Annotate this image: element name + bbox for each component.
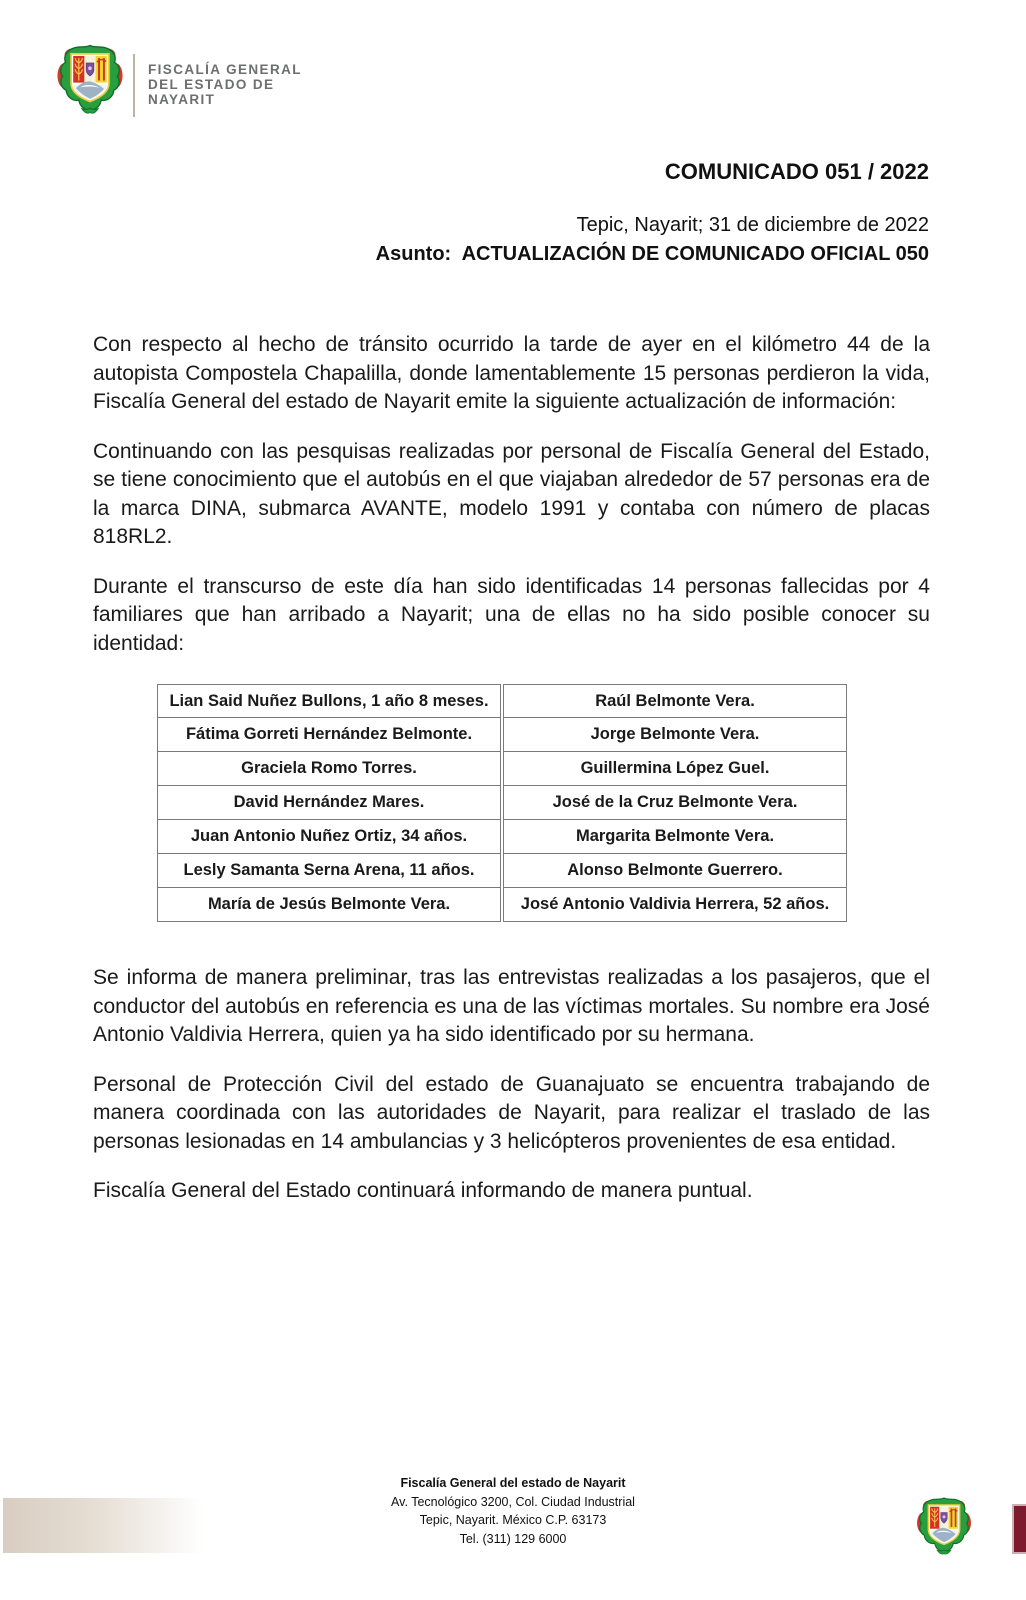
org-name-line: FISCALÍA GENERAL <box>148 62 302 77</box>
paragraph-driver: Se informa de manera preliminar, tras las entrevistas realizadas a los pasajeros, que el conductor del autobús en referencia es una de las víctimas mortales. Su nombre era José Antonio Valdivia Herrera, quien ya ha sido identificado por su hermana. <box>93 966 930 1046</box>
maroon-accent-bar <box>1012 1504 1026 1554</box>
org-name-line: DEL ESTADO DE <box>148 77 275 92</box>
subject-line: Asunto: ACTUALIZACIÓN DE COMUNICADO OFICIAL 050 <box>375 242 929 265</box>
paragraph-closing: Fiscalía General del Estado continuará informando de manera puntual. <box>93 1179 753 1202</box>
footer-address-line-1: Av. Tecnológico 3200, Col. Ciudad Industrial <box>391 1494 635 1509</box>
victim-name-cell: Alonso Belmonte Guerrero. <box>503 854 847 888</box>
footer-org-name: Fiscalía General del estado de Nayarit <box>400 1476 626 1490</box>
footer-gradient-bar <box>3 1498 203 1553</box>
document-heading <box>376 159 929 268</box>
paragraph-bus-details: Continuando con las pesquisas realizadas por personal de Fiscalía General del Estado, se tiene conocimiento que el autobús en el que viajaban alrededor de 57 personas era de la marca DINA, submarca AVANTE, modelo 1991 y contaba con número de placas 818RL2. <box>93 439 930 548</box>
dateline: Tepic, Nayarit; 31 de diciembre de 2022 <box>576 214 929 236</box>
footer-address-line-2: Tepic, Nayarit. México C.P. 63173 <box>419 1513 607 1527</box>
org-name-line: NAYARIT <box>148 92 216 107</box>
victim-name-cell: Guillermina López Guel. <box>503 752 847 786</box>
victim-name-cell: Margarita Belmonte Vera. <box>503 820 847 854</box>
victim-name-cell: Fátima Gorreti Hernández Belmonte. <box>157 718 501 752</box>
footer-address-block <box>363 1474 663 1548</box>
org-name <box>148 62 302 107</box>
victim-name-cell: María de Jesús Belmonte Vera. <box>157 888 501 922</box>
paragraph-intro: Con respecto al hecho de tránsito ocurrido la tarde de ayer en el kilómetro 44 de la autopista Compostela Chapalilla, donde lamentablemente 15 personas perdieron la vida, Fiscalía General del estado de Nayarit emite la siguiente actualización de información: <box>93 333 930 413</box>
victim-name-cell: Raúl Belmonte Vera. <box>503 684 847 718</box>
nayarit-coat-of-arms-icon <box>915 1496 973 1558</box>
footer-phone: Tel. (311) 129 6000 <box>459 1531 567 1546</box>
victims-table <box>157 684 930 922</box>
victim-name-cell: Graciela Romo Torres. <box>157 752 501 786</box>
logo-divider <box>133 54 135 117</box>
victim-name-cell: Jorge Belmonte Vera. <box>503 718 847 752</box>
paragraph-civil-protection: Personal de Protección Civil del estado de Guanajuato se encuentra trabajando de manera coordinada con las autoridades de Nayarit, para realizar el traslado de las personas lesionadas en 14 ambulancias y 3 helicópteros provenientes de esa entidad. <box>93 1072 930 1153</box>
victim-name-cell: David Hernández Mares. <box>157 786 501 820</box>
paragraph-identified: Durante el transcurso de este día han sido identificadas 14 personas fallecidas por 4 familiares que han arribado a Nayarit; una de ellas no ha sido posible conocer su identidad: <box>93 574 930 655</box>
victim-name-cell: Lesly Samanta Serna Arena, 11 años. <box>157 854 501 888</box>
victim-name-cell: Juan Antonio Nuñez Ortiz, 34 años. <box>157 820 501 854</box>
victims-column-left <box>157 684 501 922</box>
victim-name-cell: José de la Cruz Belmonte Vera. <box>503 786 847 820</box>
victim-name-cell: Lian Said Nuñez Bullons, 1 año 8 meses. <box>157 684 501 718</box>
victim-name-cell: José Antonio Valdivia Herrera, 52 años. <box>503 888 847 922</box>
victims-column-right <box>503 684 847 922</box>
document-body <box>93 331 930 1227</box>
nayarit-coat-of-arms-icon <box>55 43 125 118</box>
comunicado-number: COMUNICADO 051 / 2022 <box>664 159 929 184</box>
